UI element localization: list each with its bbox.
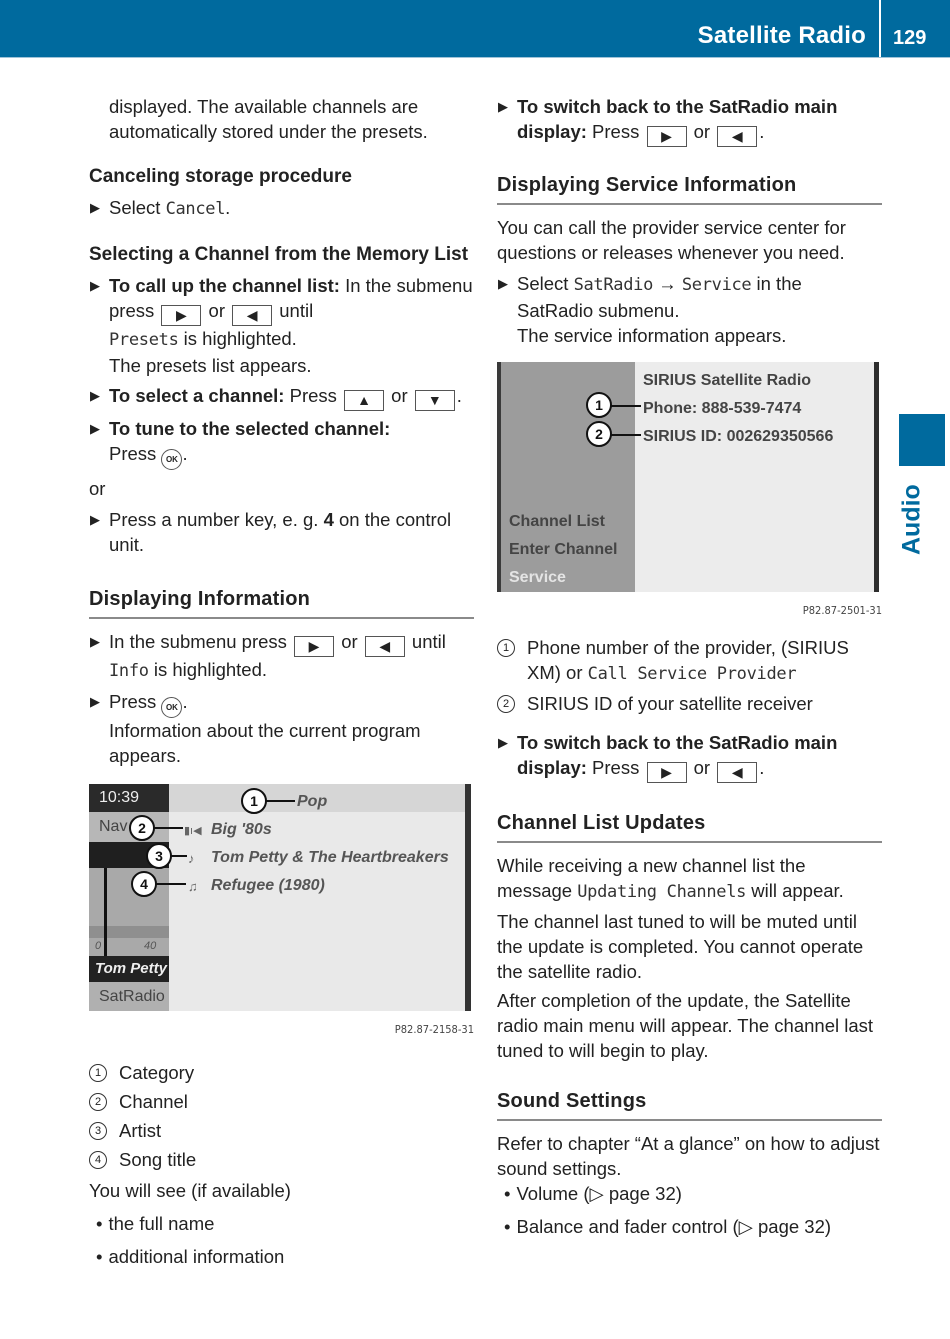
memory-step-3: ▶ To tune to the selected channel: Press OK . (89, 416, 474, 470)
microphone-icon: ♪ (188, 851, 195, 866)
screen-clock: 10:39 (89, 784, 169, 812)
satradio-menu-item: SatRadio (573, 275, 654, 295)
updates-para-3: After completion of the update, the Satellite radio main menu will appear. The channel last tuned to will begin to play. (497, 990, 874, 1061)
service-menu-item: Service (681, 275, 752, 295)
step-arrow-icon: ▶ (90, 278, 100, 293)
info-menu-item: Info (109, 661, 149, 681)
channel-icon: ▮ı◀ (184, 825, 202, 837)
callout-badge-2: 2 (129, 815, 155, 841)
chapter-title: Satellite Radio (697, 22, 866, 49)
screen-menu-enter-channel: Enter Channel (509, 541, 618, 558)
step-arrow-icon: ▶ (90, 421, 100, 436)
up-key-icon: ▲ (344, 390, 384, 411)
memory-step-1: ▶ To call up the channel list: In the submenu press ▶ or ◀ until Presets is highlighted. The presets list appears. (90, 275, 473, 376)
service-intro: You can call the provider service center for questions or releases whenever you need. (497, 217, 846, 263)
cancel-menu-item: Cancel (165, 199, 226, 219)
step-arrow-icon: ▶ (498, 99, 508, 114)
step-arrow-icon: ▶ (90, 512, 100, 527)
left-key-icon: ◀ (717, 762, 757, 783)
switch-back-step-2: ▶ To switch back to the SatRadio main display: Press ▶ or ◀ . (497, 730, 882, 783)
screen-nav-label: Nav (89, 812, 169, 842)
presets-menu-item: Presets (109, 330, 179, 350)
sound-para: Refer to chapter “At a glance” on how to adjust sound settings. (497, 1133, 880, 1179)
bullet-item: • Balance and fader control (▷ page 32) (504, 1216, 832, 1237)
ok-button-icon: OK (161, 449, 182, 470)
right-key-icon: ▶ (647, 762, 687, 783)
intro-text: displayed. The available channels are automatically stored under the presets. (109, 96, 428, 142)
service-step: ▶ Select SatRadio → Service in the SatRadio submenu. The service information appears. (498, 273, 802, 346)
figure-code: P82.87-2501-31 (802, 604, 882, 617)
screen-menu-service: Service (509, 569, 566, 586)
screen-song: Refugee (1980) (211, 877, 325, 894)
legend-item: 2 Channel (89, 1089, 474, 1114)
legend-item: 1 Phone number of the provider, (SIRIUS XM) or Call Service Provider (497, 635, 882, 687)
service-info-screen-figure (497, 362, 879, 592)
step-arrow-icon: ▶ (90, 388, 100, 403)
step-arrow-icon: ▶ (90, 634, 100, 649)
legend-item: 3 Artist (89, 1118, 474, 1143)
section-tab-marker (899, 414, 945, 466)
info-heading: Displaying Information (89, 587, 474, 619)
legend-item: 2 SIRIUS ID of your satellite receiver (497, 691, 882, 716)
info-step-2: ▶ Press OK . Information about the current program appears. (90, 691, 421, 766)
figure-legend (89, 1060, 474, 1172)
screen-channel: Big '80s (211, 821, 272, 838)
left-key-icon: ◀ (232, 305, 272, 326)
bullet-item: • additional information (96, 1246, 285, 1267)
screen-artist-short: Tom Petty (89, 956, 169, 982)
service-heading: Displaying Service Information (497, 173, 882, 205)
updates-heading: Channel List Updates (497, 811, 882, 843)
screen-right-edge (465, 784, 471, 1011)
callout-badge-1: 1 (241, 788, 267, 814)
left-key-icon: ◀ (365, 636, 405, 657)
updating-channels-message: Updating Channels (577, 882, 747, 902)
right-key-icon: ▶ (294, 636, 334, 657)
right-key-icon: ▶ (161, 305, 201, 326)
figure-code: P82.87-2158-31 (394, 1023, 474, 1036)
memory-step-4: ▶ Press a number key, e. g. 4 on the control unit. (90, 509, 452, 555)
callout-badge-2: 2 (586, 421, 612, 447)
callout-badge-3: 3 (146, 843, 172, 869)
screen-source-label: SatRadio (89, 982, 169, 1011)
screen-sirius-id: SIRIUS ID: 002629350566 (643, 428, 834, 445)
sound-heading: Sound Settings (497, 1089, 882, 1121)
screen-provider-title: SIRIUS Satellite Radio (643, 372, 812, 389)
bullet-item: • Volume (▷ page 32) (504, 1183, 682, 1204)
balance-page-link[interactable]: Balance and fader control (▷ page 32) (516, 1216, 832, 1237)
step-arrow-icon: ▶ (498, 276, 508, 291)
screen-menu-channel-list: Channel List (509, 513, 606, 530)
memory-heading: Selecting a Channel from the Memory List (89, 244, 469, 265)
callout-badge-1: 1 (586, 392, 612, 418)
info-step-1: ▶ In the submenu press ▶ or ◀ until Info is highlighted. (90, 631, 446, 681)
step-arrow-icon: ▶ (90, 694, 100, 709)
header-divider (879, 0, 881, 57)
right-column (497, 94, 882, 1239)
figure-legend (497, 635, 882, 716)
see-text: You will see (if available) (89, 1180, 291, 1201)
legend-item: 1 Category (89, 1060, 474, 1085)
screen-category: Pop (297, 793, 328, 810)
screen-artist: Tom Petty & The Heartbreakers (211, 849, 449, 866)
scale-0: 0 (95, 940, 102, 952)
music-note-icon: ♫ (188, 879, 198, 894)
or-text: or (89, 478, 106, 499)
updates-para-2: The channel last tuned to will be muted until the update is completed. You cannot operate the satellite radio. (497, 911, 864, 982)
left-key-icon: ◀ (717, 126, 757, 147)
program-info-screen-figure (89, 784, 471, 1011)
cancel-step: ▶ Select Cancel. (90, 197, 231, 219)
section-tab-label: Audio (897, 484, 926, 556)
page-header (0, 0, 950, 58)
callout-badge-4: 4 (131, 871, 157, 897)
volume-page-link[interactable]: Volume (▷ page 32) (516, 1183, 682, 1204)
step-arrow-icon: ▶ (90, 200, 100, 215)
step-arrow-icon: ▶ (498, 735, 508, 750)
cancel-heading: Canceling storage procedure (89, 166, 352, 187)
left-column (89, 94, 474, 1269)
page-number: 129 (893, 27, 927, 49)
right-key-icon: ▶ (647, 126, 687, 147)
switch-back-step-1: ▶ To switch back to the SatRadio main display: Press ▶ or ◀ . (497, 94, 882, 147)
scale-40: 40 (144, 940, 157, 952)
screen-phone: Phone: 888-539-7474 (643, 400, 802, 417)
bullet-item: • the full name (96, 1213, 215, 1234)
down-key-icon: ▼ (415, 390, 455, 411)
screen-marker-line (104, 868, 107, 956)
ok-button-icon: OK (161, 697, 182, 718)
updates-para-1: While receiving a new channel list the message Updating Channels will appear. (497, 855, 844, 902)
legend-item: 4 Song title (89, 1147, 474, 1172)
memory-step-2: ▶ To select a channel: Press ▲ or ▼ . (89, 383, 474, 411)
